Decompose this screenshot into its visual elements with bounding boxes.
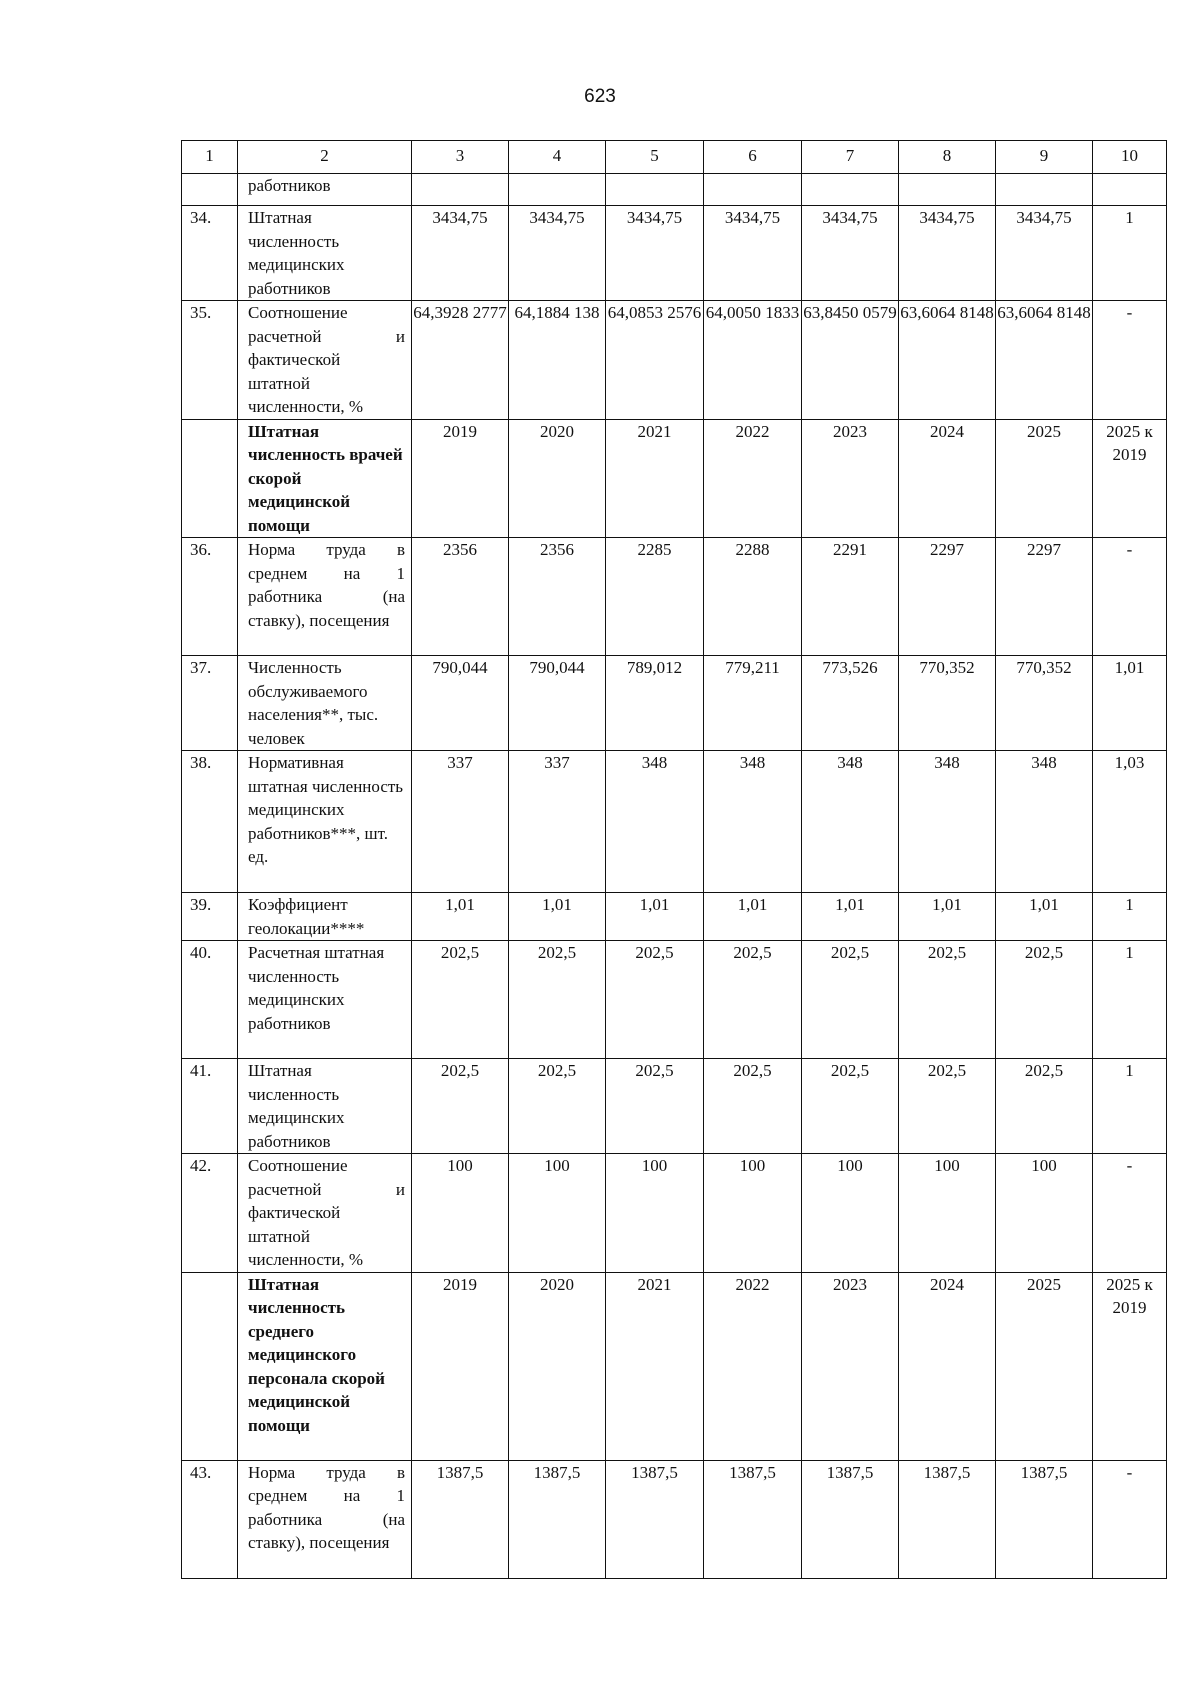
- value-cell: 2024: [899, 419, 996, 538]
- value-cell: 1,01: [704, 893, 802, 941]
- ratio-cell: 1: [1093, 1059, 1167, 1154]
- header-cell: 4: [509, 141, 606, 174]
- value-cell: 348: [606, 751, 704, 893]
- indicator-name: Соотношение расчетной и фактической штатной численности, %: [238, 1154, 412, 1273]
- value-cell: 2356: [509, 538, 606, 656]
- indicator-name: Норма труда в среднем на 1 работника (на ставку), посещения: [238, 1460, 412, 1578]
- value-cell: 63,8450 0579: [802, 301, 899, 420]
- value-cell: 64,0050 1833: [704, 301, 802, 420]
- value-cell: 1,01: [802, 893, 899, 941]
- indicator-name: Численность обслуживаемого населения**, тыс. человек: [238, 656, 412, 751]
- value-cell: 337: [509, 751, 606, 893]
- value-cell: 1387,5: [899, 1460, 996, 1578]
- value-cell: 773,526: [802, 656, 899, 751]
- indicator-name: работников: [238, 174, 412, 206]
- ratio-cell: 2025 к 2019: [1093, 419, 1167, 538]
- value-cell: 3434,75: [802, 206, 899, 301]
- value-cell: 202,5: [606, 1059, 704, 1154]
- value-cell: 1387,5: [802, 1460, 899, 1578]
- row-number: [182, 1272, 238, 1460]
- indicator-name: Нормативная штатная численность медицинских работников***, шт. ед.: [238, 751, 412, 893]
- value-cell: 1387,5: [509, 1460, 606, 1578]
- page-number: 623: [584, 86, 616, 107]
- value-cell: 202,5: [509, 941, 606, 1059]
- value-cell: [509, 174, 606, 206]
- ratio-cell: [1093, 174, 1167, 206]
- indicator-name: Соотношение расчетной и фактической штатной численности, %: [238, 301, 412, 420]
- value-cell: 2021: [606, 1272, 704, 1460]
- value-cell: 779,211: [704, 656, 802, 751]
- value-cell: 3434,75: [996, 206, 1093, 301]
- indicator-name: Норма труда в среднем на 1 работника (на ставку), посещения: [238, 538, 412, 656]
- value-cell: 790,044: [509, 656, 606, 751]
- value-cell: 1,01: [412, 893, 509, 941]
- value-cell: 348: [899, 751, 996, 893]
- value-cell: 202,5: [996, 1059, 1093, 1154]
- header-cell: 6: [704, 141, 802, 174]
- row-number: 38.: [182, 751, 238, 893]
- value-cell: 2024: [899, 1272, 996, 1460]
- table-row: [182, 656, 1167, 751]
- ratio-cell: 1,03: [1093, 751, 1167, 893]
- header-cell: 7: [802, 141, 899, 174]
- value-cell: [412, 174, 509, 206]
- value-cell: 1387,5: [996, 1460, 1093, 1578]
- table-row: [182, 206, 1167, 301]
- header-cell: 1: [182, 141, 238, 174]
- table-row: [182, 1460, 1167, 1578]
- value-cell: 202,5: [802, 1059, 899, 1154]
- row-number: [182, 174, 238, 206]
- value-cell: 2020: [509, 1272, 606, 1460]
- row-number: 42.: [182, 1154, 238, 1273]
- value-cell: 100: [412, 1154, 509, 1273]
- table-row: [182, 538, 1167, 656]
- ratio-cell: 1: [1093, 206, 1167, 301]
- value-cell: 100: [899, 1154, 996, 1273]
- value-cell: 2022: [704, 1272, 802, 1460]
- value-cell: 2021: [606, 419, 704, 538]
- value-cell: 2019: [412, 1272, 509, 1460]
- ratio-cell: 2025 к 2019: [1093, 1272, 1167, 1460]
- value-cell: 790,044: [412, 656, 509, 751]
- value-cell: 2023: [802, 419, 899, 538]
- value-cell: 2297: [996, 538, 1093, 656]
- value-cell: [704, 174, 802, 206]
- row-number: 34.: [182, 206, 238, 301]
- header-cell: 9: [996, 141, 1093, 174]
- ratio-cell: 1,01: [1093, 656, 1167, 751]
- indicator-name: Штатная численность врачей скорой медицинской помощи: [238, 419, 412, 538]
- value-cell: 63,6064 8148: [899, 301, 996, 420]
- indicator-name: Штатная численность медицинских работников: [238, 206, 412, 301]
- row-number: 39.: [182, 893, 238, 941]
- value-cell: 2020: [509, 419, 606, 538]
- value-cell: 100: [996, 1154, 1093, 1273]
- header-cell: 3: [412, 141, 509, 174]
- header-cell: 8: [899, 141, 996, 174]
- staffing-table: [181, 140, 1167, 1579]
- header-cell: 2: [238, 141, 412, 174]
- value-cell: 202,5: [509, 1059, 606, 1154]
- table-row: [182, 751, 1167, 893]
- indicator-name: Коэффициент геолокации****: [238, 893, 412, 941]
- value-cell: 100: [509, 1154, 606, 1273]
- ratio-cell: -: [1093, 301, 1167, 420]
- value-cell: 202,5: [412, 1059, 509, 1154]
- value-cell: 100: [606, 1154, 704, 1273]
- ratio-cell: -: [1093, 538, 1167, 656]
- value-cell: [606, 174, 704, 206]
- table-row: [182, 1059, 1167, 1154]
- row-number: 43.: [182, 1460, 238, 1578]
- value-cell: 2023: [802, 1272, 899, 1460]
- value-cell: 202,5: [704, 941, 802, 1059]
- value-cell: 348: [704, 751, 802, 893]
- value-cell: 1387,5: [704, 1460, 802, 1578]
- ratio-cell: 1: [1093, 893, 1167, 941]
- value-cell: 64,0853 2576: [606, 301, 704, 420]
- value-cell: 2291: [802, 538, 899, 656]
- indicator-name: Штатная численность медицинских работников: [238, 1059, 412, 1154]
- indicator-name: Штатная численность среднего медицинского персонала скорой медицинской помощи: [238, 1272, 412, 1460]
- value-cell: 100: [802, 1154, 899, 1273]
- table-row: [182, 1272, 1167, 1460]
- value-cell: 100: [704, 1154, 802, 1273]
- value-cell: 3434,75: [899, 206, 996, 301]
- value-cell: 2025: [996, 1272, 1093, 1460]
- table-row: [182, 1154, 1167, 1273]
- value-cell: 3434,75: [509, 206, 606, 301]
- row-number: 35.: [182, 301, 238, 420]
- value-cell: 337: [412, 751, 509, 893]
- header-cell: 10: [1093, 141, 1167, 174]
- value-cell: 202,5: [899, 1059, 996, 1154]
- value-cell: 2297: [899, 538, 996, 656]
- value-cell: 770,352: [996, 656, 1093, 751]
- value-cell: 64,1884 138: [509, 301, 606, 420]
- table-row: [182, 419, 1167, 538]
- value-cell: 1,01: [509, 893, 606, 941]
- row-number: 37.: [182, 656, 238, 751]
- value-cell: 1,01: [606, 893, 704, 941]
- value-cell: 348: [802, 751, 899, 893]
- value-cell: [802, 174, 899, 206]
- value-cell: [899, 174, 996, 206]
- value-cell: 348: [996, 751, 1093, 893]
- value-cell: 789,012: [606, 656, 704, 751]
- value-cell: 2285: [606, 538, 704, 656]
- value-cell: 2356: [412, 538, 509, 656]
- row-number: [182, 419, 238, 538]
- column-number-header: [182, 141, 1167, 174]
- ratio-cell: -: [1093, 1460, 1167, 1578]
- value-cell: 63,6064 8148: [996, 301, 1093, 420]
- value-cell: 64,3928 2777: [412, 301, 509, 420]
- row-number: 36.: [182, 538, 238, 656]
- table-row: [182, 941, 1167, 1059]
- value-cell: 2019: [412, 419, 509, 538]
- ratio-cell: 1: [1093, 941, 1167, 1059]
- value-cell: 2025: [996, 419, 1093, 538]
- value-cell: 770,352: [899, 656, 996, 751]
- value-cell: 202,5: [899, 941, 996, 1059]
- value-cell: 2288: [704, 538, 802, 656]
- value-cell: 202,5: [704, 1059, 802, 1154]
- header-cell: 5: [606, 141, 704, 174]
- value-cell: [996, 174, 1093, 206]
- table-row: [182, 893, 1167, 941]
- value-cell: 1387,5: [412, 1460, 509, 1578]
- value-cell: 1,01: [996, 893, 1093, 941]
- value-cell: 1387,5: [606, 1460, 704, 1578]
- ratio-cell: -: [1093, 1154, 1167, 1273]
- indicator-name: Расчетная штатная численность медицинских работников: [238, 941, 412, 1059]
- table-row: [182, 301, 1167, 420]
- value-cell: 1,01: [899, 893, 996, 941]
- row-number: 40.: [182, 941, 238, 1059]
- value-cell: 3434,75: [606, 206, 704, 301]
- value-cell: 202,5: [802, 941, 899, 1059]
- value-cell: 202,5: [606, 941, 704, 1059]
- row-number: 41.: [182, 1059, 238, 1154]
- value-cell: 3434,75: [704, 206, 802, 301]
- value-cell: 2022: [704, 419, 802, 538]
- table-row: [182, 174, 1167, 206]
- value-cell: 202,5: [996, 941, 1093, 1059]
- value-cell: 3434,75: [412, 206, 509, 301]
- value-cell: 202,5: [412, 941, 509, 1059]
